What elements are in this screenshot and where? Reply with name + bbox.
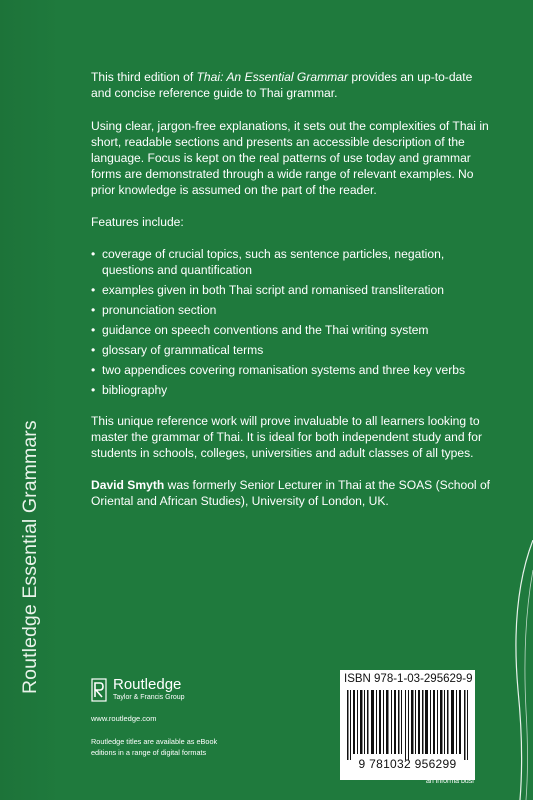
intro-paragraph	[91, 69, 491, 101]
isbn-barcode-box	[340, 670, 475, 780]
intro-prefix: This third edition of	[91, 70, 197, 84]
description-paragraph: Using clear, jargon-free explanations, it sets out the complexities of Thai in short, readable sections and presents an accessible description of the language. Focus is kept on the real patterns of use today and grammar forms are demonstrated through a wide range of relevant examples. No prior knowledge is assumed on the part of the reader.	[91, 119, 489, 197]
author-bio	[91, 477, 491, 509]
feature-item: • pronunciation section	[91, 302, 491, 318]
feature-item: • guidance on speech conventions and the Thai writing system	[91, 322, 491, 338]
features-heading: Features include:	[91, 215, 184, 229]
feature-item: • coverage of crucial topics, such as sentence particles, negation, questions and quantification	[91, 246, 491, 278]
feature-item: • glossary of grammatical terms	[91, 342, 491, 358]
isbn-label: ISBN 978-1-03-295629-9	[344, 673, 473, 685]
publisher-name-block	[113, 677, 185, 702]
barcode-digits: 9 781032 956299	[358, 757, 457, 771]
author-name: David Smyth	[91, 478, 165, 492]
book-title: Thai: An Essential Grammar	[196, 70, 348, 84]
author-bio-text: was formerly Senior Lecturer in Thai at the SOAS (School of Oriental and African Studies), University of London, UK.	[91, 478, 491, 508]
ebook-note: Routledge titles are available as eBook editions in a range of digital formats	[91, 737, 218, 757]
routledge-logo-icon	[91, 678, 107, 702]
barcode-icon	[347, 690, 469, 760]
description-block	[91, 69, 491, 525]
features-list	[91, 246, 491, 398]
publisher-name: Routledge	[113, 676, 182, 693]
decorative-swoosh	[480, 540, 533, 800]
feature-item: • bibliography	[91, 382, 491, 398]
series-title: Routledge Essential Grammars	[19, 420, 41, 694]
publisher-group: Taylor & Francis Group	[113, 694, 185, 701]
feature-item: • two appendices covering romanisation systems and three key verbs	[91, 362, 491, 378]
summary-paragraph: This unique reference work will prove invaluable to all learners looking to master the grammar of Thai. It is ideal for both independent study and for students in schools, colleges, universities and adult classes of all types.	[91, 414, 483, 460]
publisher-logo	[91, 677, 185, 702]
feature-item: • examples given in both Thai script and romanised transliteration	[91, 282, 491, 298]
intro-suffix: provides an up-to-date and concise reference guide to Thai grammar.	[91, 70, 473, 100]
informa-text: an informa busi	[426, 778, 474, 785]
publisher-website: www.routledge.com	[91, 714, 157, 723]
